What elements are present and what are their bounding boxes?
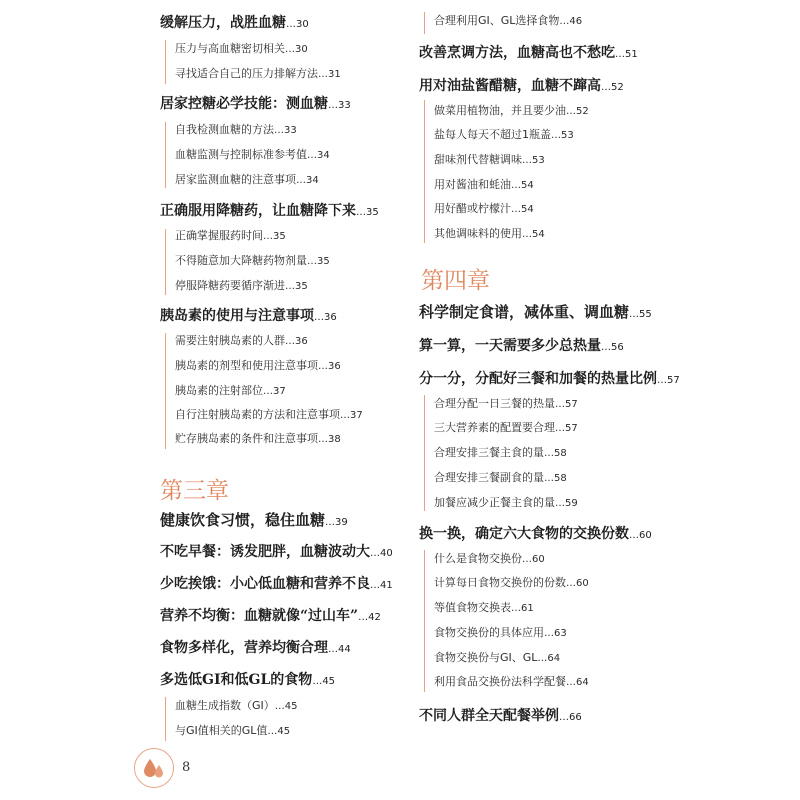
toc-heading[interactable]: 分一分，分配好三餐和加餐的热量比例…57 <box>419 371 680 387</box>
toc-subitem[interactable]: 加餐应减少正餐主食的量…59 <box>434 496 578 509</box>
toc-subitem[interactable]: 压力与高血糖密切相关…30 <box>175 42 308 55</box>
toc-subitem[interactable]: 不得随意加大降糖药物剂量…35 <box>175 254 330 267</box>
toc-subitem[interactable]: 合理安排三餐主食的量…58 <box>434 446 567 459</box>
group-bar <box>424 550 425 692</box>
toc-subitem[interactable]: 血糖监测与控制标准参考值…34 <box>175 148 330 161</box>
toc-heading[interactable]: 少吃挨饿：小心低血糖和营养不良…41 <box>160 576 393 592</box>
group-bar <box>165 697 166 741</box>
toc-subitem[interactable]: 做菜用植物油，并且要少油…52 <box>434 104 589 117</box>
toc-subitem[interactable]: 等值食物交换表…61 <box>434 601 534 614</box>
toc-heading[interactable]: 缓解压力，战胜血糖…30 <box>160 15 309 31</box>
chapter-title: 第四章 <box>421 268 490 294</box>
toc-heading[interactable]: 不同人群全天配餐举例…66 <box>419 708 582 724</box>
toc-subitem[interactable]: 用对酱油和蚝油…54 <box>434 178 534 191</box>
toc-subitem[interactable]: 需要注射胰岛素的人群…36 <box>175 334 308 347</box>
toc-subitem[interactable]: 血糖生成指数（GI）…45 <box>175 699 298 712</box>
toc-subitem[interactable]: 停服降糖药要循序渐进…35 <box>175 279 308 292</box>
toc-heading[interactable]: 算一算，一天需要多少总热量…56 <box>419 338 624 354</box>
group-bar <box>424 395 425 511</box>
toc-heading[interactable]: 科学制定食谱，减体重、调血糖…55 <box>419 303 652 321</box>
toc-heading[interactable]: 食物多样化，营养均衡合理…44 <box>160 640 351 656</box>
toc-heading[interactable]: 正确服用降糖药，让血糖降下来…35 <box>160 203 379 219</box>
toc-subitem[interactable]: 盐每人每天不超过1瓶盖…53 <box>434 128 574 141</box>
toc-heading[interactable]: 换一换，确定六大食物的交换份数…60 <box>419 526 652 542</box>
water-drops-icon <box>134 748 174 788</box>
toc-subitem[interactable]: 寻找适合自己的压力排解方法…31 <box>175 67 341 80</box>
toc-subitem[interactable]: 自行注射胰岛素的方法和注意事项…37 <box>175 408 363 421</box>
toc-subitem[interactable]: 与GI值相关的GL值…45 <box>175 724 291 737</box>
toc-subitem[interactable]: 胰岛素的注射部位…37 <box>175 384 286 397</box>
toc-subitem[interactable]: 食物交换份与GI、GL…64 <box>434 651 561 664</box>
toc-heading[interactable]: 健康饮食习惯，稳住血糖…39 <box>160 511 348 529</box>
toc-subitem[interactable]: 其他调味料的使用…54 <box>434 227 545 240</box>
toc-subitem[interactable]: 居家监测血糖的注意事项…34 <box>175 173 319 186</box>
toc-heading[interactable]: 用对油盐酱醋糖，血糖不蹿高…52 <box>419 78 624 94</box>
group-bar <box>165 229 166 295</box>
toc-subitem[interactable]: 贮存胰岛素的条件和注意事项…38 <box>175 432 341 445</box>
page-number: 8 <box>182 760 191 775</box>
toc-heading[interactable]: 居家控糖必学技能：测血糖…33 <box>160 96 351 112</box>
group-bar <box>165 122 166 188</box>
toc-subitem[interactable]: 合理分配一日三餐的热量…57 <box>434 397 578 410</box>
toc-subitem[interactable]: 合理利用GI、GL选择食物…46 <box>434 14 583 27</box>
toc-heading[interactable]: 改善烹调方法，血糖高也不愁吃…51 <box>419 45 638 61</box>
toc-subitem[interactable]: 什么是食物交换份…60 <box>434 552 545 565</box>
group-bar <box>165 333 166 449</box>
toc-subitem[interactable]: 计算每日食物交换份的份数…60 <box>434 576 589 589</box>
toc-heading[interactable]: 不吃早餐：诱发肥胖，血糖波动大…40 <box>160 544 393 560</box>
group-bar <box>165 40 166 84</box>
toc-heading[interactable]: 胰岛素的使用与注意事项…36 <box>160 308 337 324</box>
toc-subitem[interactable]: 胰岛素的剂型和使用注意事项…36 <box>175 359 341 372</box>
chapter-title: 第三章 <box>160 478 229 504</box>
toc-subitem[interactable]: 食物交换份的具体应用…63 <box>434 626 567 639</box>
toc-subitem[interactable]: 自我检测血糖的方法…33 <box>175 123 297 136</box>
toc-subitem[interactable]: 利用食品交换份法科学配餐…64 <box>434 675 589 688</box>
toc-subitem[interactable]: 用好醋或柠檬汁…54 <box>434 202 534 215</box>
toc-heading[interactable]: 多选低GI和低GL的食物…45 <box>160 672 336 688</box>
group-bar <box>424 12 425 34</box>
toc-subitem[interactable]: 正确掌握服药时间…35 <box>175 229 286 242</box>
toc-heading[interactable]: 营养不均衡：血糖就像“过山车”…42 <box>160 608 381 624</box>
group-bar <box>424 100 425 243</box>
toc-subitem[interactable]: 合理安排三餐副食的量…58 <box>434 471 567 484</box>
toc-subitem[interactable]: 三大营养素的配置要合理…57 <box>434 421 578 434</box>
toc-subitem[interactable]: 甜味剂代替糖调味…53 <box>434 153 545 166</box>
